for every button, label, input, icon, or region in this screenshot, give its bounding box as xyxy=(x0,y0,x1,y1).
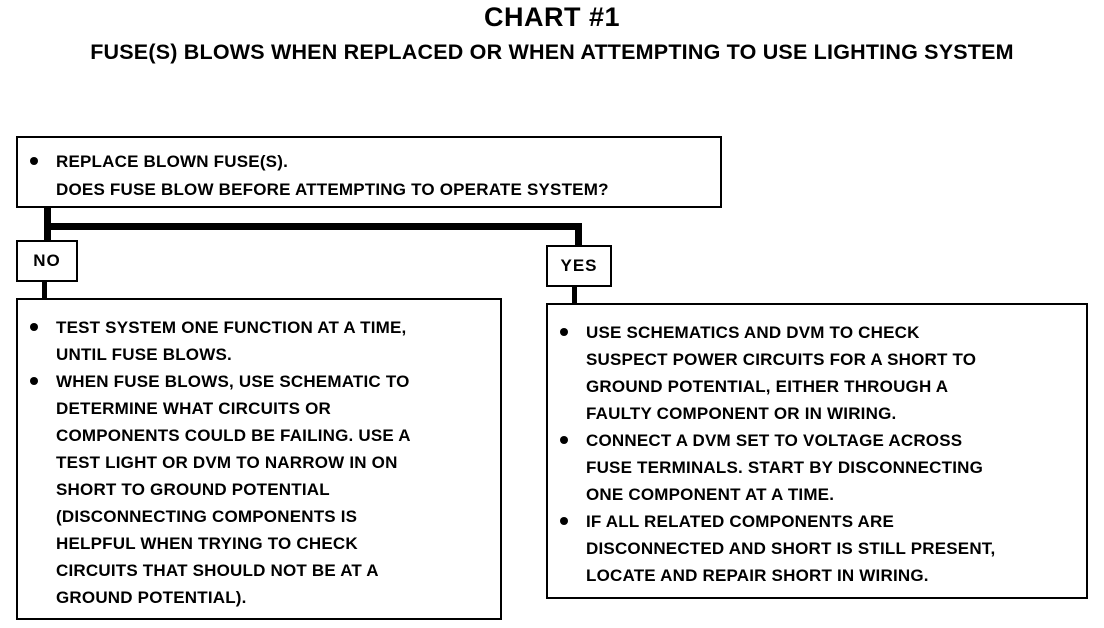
bullet-icon xyxy=(560,517,568,525)
no-item-line: GROUND POTENTIAL). xyxy=(56,588,247,607)
yes-item-line: ONE COMPONENT AT A TIME. xyxy=(586,485,835,504)
yes-item-line: CONNECT A DVM SET TO VOLTAGE ACROSS xyxy=(586,431,963,450)
yes-item-line: LOCATE AND REPAIR SHORT IN WIRING. xyxy=(586,566,929,585)
connector-horizontal xyxy=(44,223,582,230)
chart-title: CHART #1 xyxy=(483,2,621,32)
bullet-icon xyxy=(30,157,38,165)
bullet-icon xyxy=(30,323,38,331)
no-item-line: TEST SYSTEM ONE FUNCTION AT A TIME, xyxy=(56,318,407,337)
yes-item-line: SUSPECT POWER CIRCUITS FOR A SHORT TO xyxy=(586,350,977,369)
yes-item-line: DISCONNECTED AND SHORT IS STILL PRESENT, xyxy=(586,539,996,558)
no-item-line: DETERMINE WHAT CIRCUITS OR xyxy=(56,399,331,418)
no-item-line: COMPONENTS COULD BE FAILING. USE A xyxy=(56,426,411,445)
yes-item-line: FUSE TERMINALS. START BY DISCONNECTING xyxy=(586,458,984,477)
yes-branch-box xyxy=(546,303,1088,599)
yes-item xyxy=(556,508,1080,589)
no-item-line: (DISCONNECTING COMPONENTS IS xyxy=(56,507,358,526)
connector-yes-down xyxy=(575,223,582,245)
yes-item-line: FAULTY COMPONENT OR IN WIRING. xyxy=(586,404,897,423)
no-item-line: WHEN FUSE BLOWS, USE SCHEMATIC TO xyxy=(56,372,410,391)
no-label: NO xyxy=(16,240,78,282)
bullet-icon xyxy=(560,436,568,444)
yes-item xyxy=(556,427,1080,508)
connector-yes-to-box xyxy=(572,285,577,305)
no-item-line: CIRCUITS THAT SHOULD NOT BE AT A xyxy=(56,561,379,580)
question-item xyxy=(26,148,712,204)
yes-label: YES xyxy=(546,245,612,287)
chart-subtitle: FUSE(S) BLOWS WHEN REPLACED OR WHEN ATTEMPTING TO USE LIGHTING SYSTEM xyxy=(90,40,1014,64)
question-line: DOES FUSE BLOW BEFORE ATTEMPTING TO OPERATE SYSTEM? xyxy=(56,180,609,199)
bullet-icon xyxy=(560,328,568,336)
question-line: REPLACE BLOWN FUSE(S). xyxy=(56,152,289,171)
bullet-icon xyxy=(30,377,38,385)
no-item xyxy=(26,368,494,611)
yes-item-line: IF ALL RELATED COMPONENTS ARE xyxy=(586,512,895,531)
yes-item-line: USE SCHEMATICS AND DVM TO CHECK xyxy=(586,323,920,342)
question-box xyxy=(16,136,722,208)
no-item-line: HELPFUL WHEN TRYING TO CHECK xyxy=(56,534,358,553)
no-branch-box xyxy=(16,298,502,620)
yes-item-line: GROUND POTENTIAL, EITHER THROUGH A xyxy=(586,377,949,396)
no-item-line: SHORT TO GROUND POTENTIAL xyxy=(56,480,330,499)
no-item-line: TEST LIGHT OR DVM TO NARROW IN ON xyxy=(56,453,398,472)
yes-item xyxy=(556,319,1080,427)
no-item-line: UNTIL FUSE BLOWS. xyxy=(56,345,232,364)
no-item xyxy=(26,314,494,368)
